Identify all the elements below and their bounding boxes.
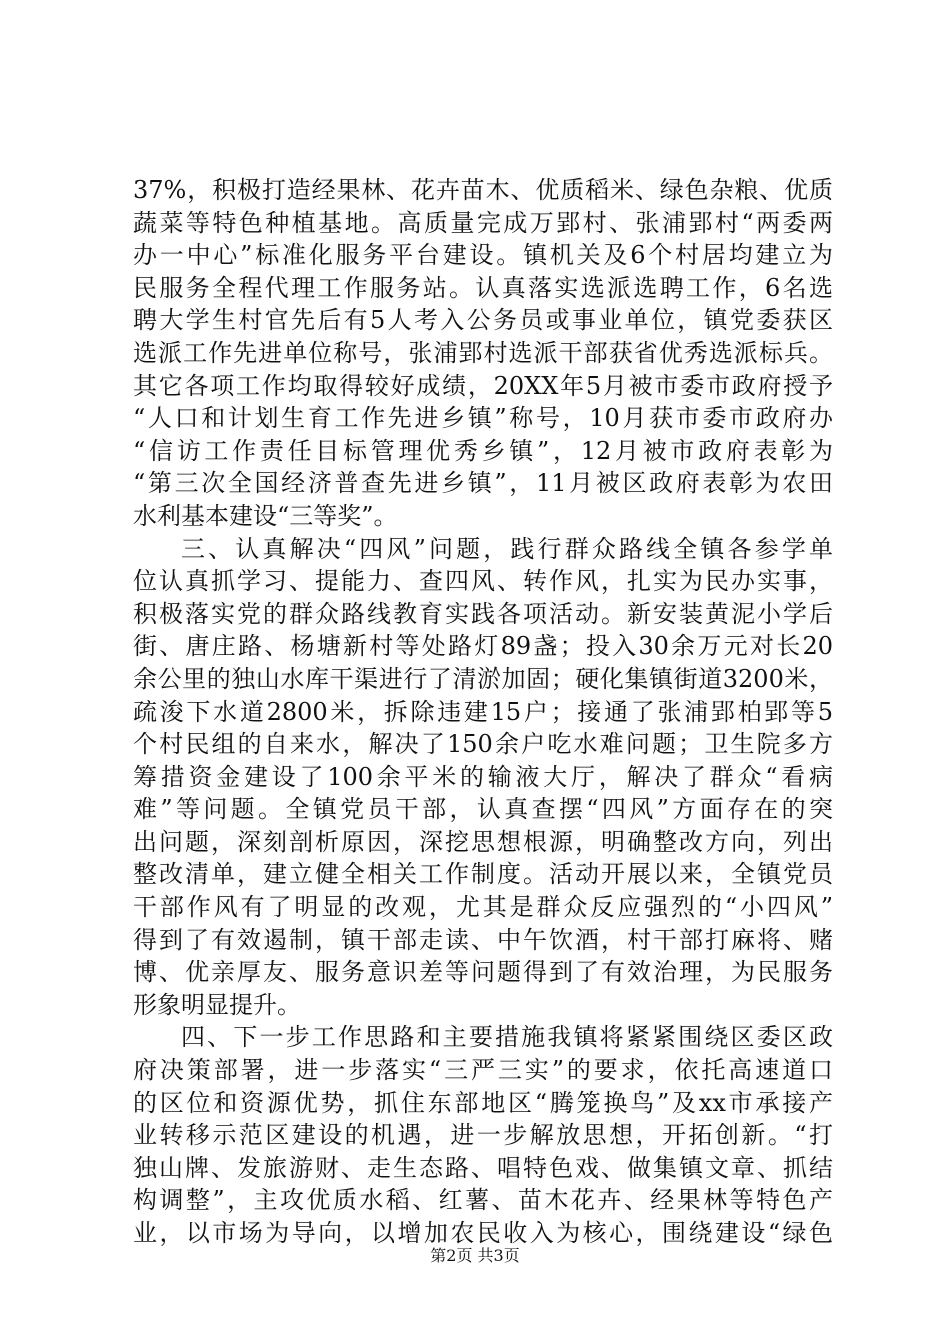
- text-line: 其它各项工作均取得较好成绩，20XX年5月被市委市政府授予: [133, 371, 833, 400]
- text-line: 独山牌、发旅游财、走生态路、唱特色戏、做集镇文章、抓结: [133, 1153, 833, 1182]
- text-line: “第三次全国经济普查先进乡镇”，11月被区政府表彰为农田: [133, 469, 833, 498]
- text-line: 业转移示范区建设的机遇，进一步解放思想，开拓创新。“打: [133, 1121, 833, 1150]
- text-line: 府决策部署，进一步落实“三严三实”的要求，依托高速道口: [133, 1056, 833, 1085]
- text-line: 疏浚下水道2800米，拆除违建15户；接通了张浦郢柏郢等5: [133, 697, 833, 726]
- text-line: 得到了有效遏制，镇干部走读、中午饮酒，村干部打麻将、赌: [133, 925, 833, 954]
- text-line: 积极落实党的群众路线教育实践各项活动。新安装黄泥小学后: [133, 599, 833, 628]
- text-line: 博、优亲厚友、服务意识差等问题得到了有效治理，为民服务: [133, 958, 833, 987]
- section-three-heading-line: 三、认真解决“四风”问题，践行群众路线全镇各参学单: [181, 534, 833, 563]
- text-line: 构调整”，主攻优质水稻、红薯、苗木花卉、经果林等特色产: [133, 1186, 833, 1215]
- text-line: 余公里的独山水库干渠进行了清淤加固；硬化集镇街道3200米，: [133, 664, 833, 693]
- text-line: 业，以市场为导向，以增加农民收入为核心，围绕建设“绿色: [133, 1219, 833, 1247]
- section-four-heading-line: 四、下一步工作思路和主要措施我镇将紧紧围绕区委区政: [181, 1023, 833, 1052]
- text-line: 难”等问题。全镇党员干部，认真查摆“四风”方面存在的突: [133, 795, 833, 824]
- text-line: 聘大学生村官先后有5人考入公务员或事业单位，镇党委获区: [133, 306, 833, 335]
- text-line: 个村民组的自来水，解决了150余户吃水难问题；卫生院多方: [133, 730, 833, 759]
- paragraph-end-line: 形象明显提升。: [133, 990, 301, 1019]
- text-line: 民服务全程代理工作服务站。认真落实选派选聘工作，6名选: [133, 273, 833, 302]
- document-body: [133, 174, 833, 1250]
- text-line: 办一中心”标准化服务平台建设。镇机关及6个村居均建立为: [133, 241, 833, 270]
- text-line: 位认真抓学习、提能力、查四风、转作风，扎实为民办实事，: [133, 567, 833, 596]
- paragraph-end-line: 水利基本建设“三等奖”。: [133, 501, 398, 530]
- text-line: 选派工作先进单位称号，张浦郢村选派干部获省优秀选派标兵。: [133, 338, 833, 367]
- text-line: 蔬菜等特色种植基地。高质量完成万郢村、张浦郢村“两委两: [133, 208, 833, 237]
- text-line: 整改清单，建立健全相关工作制度。活动开展以来，全镇党员: [133, 860, 833, 889]
- text-line: 干部作风有了明显的改观，尤其是群众反应强烈的“小四风”: [133, 893, 833, 922]
- page-number-footer: 第2页 共3页: [430, 1246, 520, 1265]
- text-line: “信访工作责任目标管理优秀乡镇”，12月被市政府表彰为: [133, 436, 833, 465]
- text-line: 37%，积极打造经果林、花卉苗木、优质稻米、绿色杂粮、优质: [133, 176, 833, 204]
- text-line: 街、唐庄路、杨塘新村等处路灯89盏；投入30余万元对长20: [133, 632, 833, 661]
- text-line: 出问题，深刻剖析原因，深挖思想根源，明确整改方向，列出: [133, 827, 833, 856]
- text-line: 筹措资金建设了100余平米的输液大厅，解决了群众“看病: [133, 762, 833, 791]
- text-line: 的区位和资源优势，抓住东部地区“腾笼换鸟”及xx市承接产: [133, 1088, 833, 1117]
- text-line: “人口和计划生育工作先进乡镇”称号，10月获市委市政府办: [133, 404, 833, 433]
